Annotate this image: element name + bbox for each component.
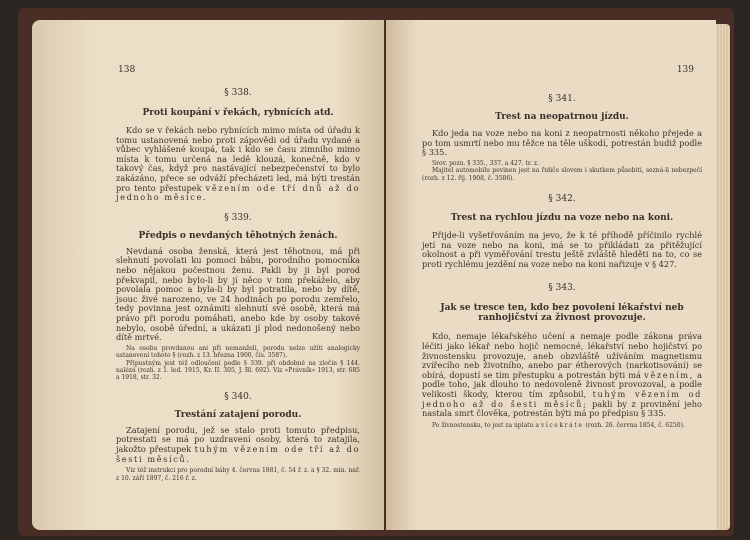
section-heading: § 343. <box>548 283 576 294</box>
section-338 <box>116 88 360 203</box>
footnote: Připustným jest též odloučení podle § 339. při obdobně na zločin § 144. nalézá (rozh. z 1. led. 1915, Kr. II. 305, J. Bl. 692). Viz »Právník« 1913, str. 685 a 1918, str. 32. <box>116 359 360 382</box>
section-heading: § 340. <box>224 391 252 402</box>
section-heading: § 342. <box>548 194 576 204</box>
book <box>18 8 734 536</box>
section-text <box>116 126 360 203</box>
section-penalty: vězením, <box>644 369 694 380</box>
section-text-body: Kdo se v řekách nebo rybnících mimo místa od úřadu k tomu ustanovená nebo proti zápovědi od úřadu vydané a vůbec vyhlášené koupá, tak i kdo se času zimního mimo místa k tomu určená na ledě klouzá, konečně, kdo v takový čas, když pro nastávající nebezpečenství to bylo zakázáno, přece se odváží přecházeti led, má býti trestán pro tento přestupek <box>116 125 360 193</box>
footnote-spaced: vícekráte <box>540 421 584 429</box>
footnote <box>422 422 702 429</box>
section-text <box>422 332 702 418</box>
left-page <box>32 20 384 530</box>
section-title: Trestání zatajení porodu. <box>174 409 302 420</box>
section-342 <box>422 194 702 269</box>
section-title: Jak se tresce ten, kdo bez povolení lékařství neb ranhojičství za živnost provozuje. <box>440 303 684 324</box>
section-heading: § 338. <box>224 88 252 98</box>
footnote: Na osobu provdanou ani při nemanželi, porodu nelze užíti analogicky ustanovení tohoto § (rozh. z 13. března 1900, čís. 3587). <box>116 344 360 360</box>
footnote: Majitel automobilu povinen jest na řidiče slovem i skutkem působiti, sezná-li nebezpečí (rozh. z 12. říj. 1908, č. 3586). <box>422 167 702 182</box>
section-title: Trest na neopatrnou jízdu. <box>495 112 629 122</box>
page-edges <box>716 24 730 530</box>
section-title: Předpis o nevdaných těhotných ženách. <box>138 230 338 241</box>
section-title: Proti koupání v řekách, rybnících atd. <box>142 108 334 118</box>
footnote-text: Po živnostensku, to jest za úplatu a <box>432 421 539 429</box>
section-text: Nevdaná osoba ženská, která jest těhotnou, má při slehnutí povolati ku pomoci bábu, porodního pomocníka nebo nějakou počestnou ženu. Pakli by ji byl porod překvapil, nebo bylo-li by jí něco v tom překáželo, aby povolala pomoc a byla-li by byl potratila, nebo by dítě, jsouc živé narozeno, ve 24 hodinách po porodu zemřelo, tedy povinna jest oznámiti slehnutí své osobě, která má právo při porodu pomáhati, anebo kde by osoby takové nebylo, osobě úřední, a ukázati jí plod nedonošený nebo dítě mrtvé. <box>116 245 360 343</box>
section-title: Trest na rychlou jízdu na voze nebo na koni. <box>450 213 674 223</box>
section-text: Přijde-li vyšetřováním na jevo, že k té příhodě příčinilo rychlé jetí na voze nebo na koni, má se to přikládati za přitěžující okolnost a při vyměřování trestu ještě zvláště hleděti na to, co se proti rychlému jezdění na voze nebo na koni nařizuje v § 427. <box>422 230 702 269</box>
footnote: Viz též instrukci pro porodní báby 4. června 1881, č. 54 ř. z. a § 32. min. nař. z 10. září 1897, č. 216 ř. z. <box>116 467 360 482</box>
section-penalty: vězením ode tří dnů až do jednoho měsíce. <box>116 182 360 203</box>
section-penalty: tuhým vězením od jednoho až do šesti měsíců; <box>422 388 702 409</box>
section-penalty: tuhým vězením ode tří až do šesti měsíců. <box>116 443 361 464</box>
page-number-right: 139 <box>676 65 694 75</box>
section-343 <box>422 283 702 429</box>
section-339 <box>116 213 360 382</box>
right-page <box>386 20 716 530</box>
section-text-body: pakli by z provinění jeho nastala smrt člověka, potrestán býti má po předpisu § 335. <box>422 398 702 419</box>
section-text-body: Kdo, nemaje lékařského učení a nemaje podle zákona práva léčiti jako lékař nebo hojič nemocné, lékařství nebo hojičství po živnostensku provozuje, aneb obzvláště užíváním magnetismu zvířecího neb životního, anebo par étherových (narkotisování) se obírá, dopustí se tím přestupku a potrestán býti má <box>422 331 702 380</box>
page-number-left: 138 <box>118 65 136 75</box>
section-text: Kdo jeda na voze nebo na koni z neopatrnosti někoho přejede a po tom usmrtí nebo mu těžce na těle uškodí, potrestán budiž podle § 335. <box>422 128 702 158</box>
section-text-body: a podle toho, jak dlouho to nedovoleně živnost provozoval, a podle velikosti škody, kterou tím způsobil, <box>422 369 702 399</box>
section-heading: § 339. <box>224 212 252 223</box>
section-341 <box>422 94 702 182</box>
section-340 <box>116 392 360 482</box>
section-text-body: Zatajení porodu, jež se stalo proti tomuto předpisu, potrestati se má po uzdravení osoby, která to zatajila, jakožto přestupek <box>116 424 360 454</box>
footnote-text: (rozh. 26. června 1854, č. 6250). <box>585 421 685 429</box>
footnote: Srov. pozn. § 335., 337. a 427. tr. z. <box>432 159 539 167</box>
section-text <box>116 426 360 464</box>
section-heading: § 341. <box>548 94 576 104</box>
